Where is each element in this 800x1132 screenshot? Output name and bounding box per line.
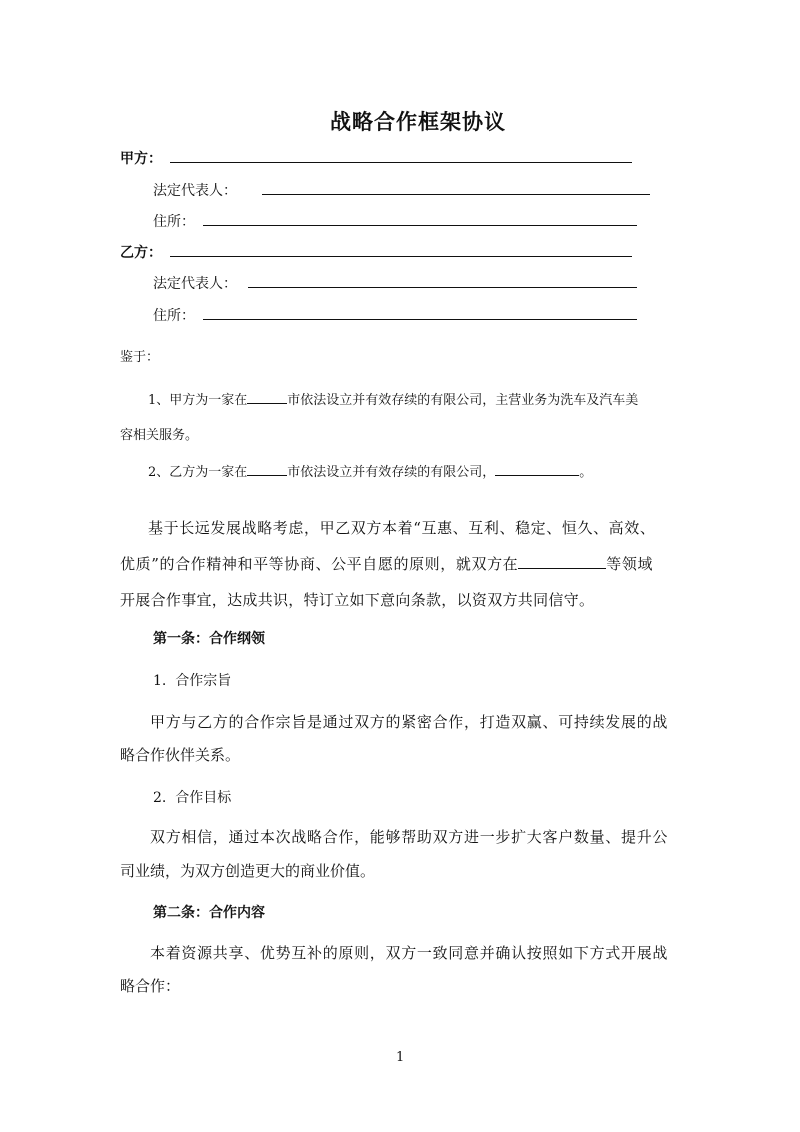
- article-1-sub-1: 1. 合作宗旨: [153, 673, 232, 689]
- whereas-item-1: [148, 389, 638, 408]
- whereas-item-2-mid: 市依法设立并有效存续的有限公司，: [287, 465, 496, 480]
- article-1-heading: 第一条：合作纲领: [153, 631, 265, 647]
- whereas-item-2-prefix: 2、乙方为一家在: [148, 465, 248, 480]
- party-b-rep-label: 法定代表人：: [153, 276, 237, 292]
- whereas-item-1-prefix: 1、甲方为一家在: [148, 393, 248, 408]
- party-a-addr-label: 住所：: [153, 214, 195, 230]
- whereas-item-1-line-2: 容相关服务。: [120, 428, 199, 443]
- party-a-addr-line: [203, 225, 637, 226]
- intro-line-2: [120, 553, 653, 574]
- article-1-sub-2-line-1: 双方相信，通过本次战略合作，能够帮助双方进一步扩大客户数量、提升公: [150, 828, 669, 846]
- party-b-name-line: [170, 256, 632, 257]
- city-blank-1: [247, 391, 287, 404]
- whereas-item-2: [148, 461, 592, 480]
- article-1-sub-1-line-1: 甲方与乙方的合作宗旨是通过双方的紧密合作，打造双赢、可持续发展的战: [150, 713, 669, 731]
- party-b-addr-line: [203, 319, 637, 320]
- page-number: 1: [396, 1050, 405, 1065]
- whereas-item-2-end: 。: [579, 465, 593, 480]
- page-title: 战略合作框架协议: [330, 109, 506, 134]
- intro-line-3: 开展合作事宜，达成共识，特订立如下意向条款，以资双方共同信守。: [120, 591, 595, 609]
- intro-line-1: 基于长远发展战略考虑，甲乙双方本着“互惠、互利、稳定、恒久、高效、: [148, 519, 656, 537]
- article-1-sub-2: 2. 合作目标: [153, 790, 232, 806]
- intro-line-2-prefix: 优质”的合作精神和平等协商、公平自愿的原则，就双方在: [120, 555, 519, 573]
- party-a-rep-line: [262, 194, 650, 195]
- intro-line-2-suffix: 等领域: [606, 555, 654, 573]
- article-2-heading: 第二条：合作内容: [153, 905, 265, 921]
- city-blank-2: [247, 463, 287, 476]
- party-a-rep-label: 法定代表人：: [153, 183, 237, 199]
- article-2-line-2: 略合作：: [120, 977, 181, 995]
- business-blank: [495, 463, 579, 476]
- party-b-addr-label: 住所：: [153, 308, 195, 324]
- party-a-label: 甲方：: [120, 151, 162, 167]
- party-b-rep-line: [248, 287, 637, 288]
- party-a-name-line: [170, 162, 632, 163]
- whereas-label: 鉴于：: [120, 350, 160, 365]
- article-1-sub-2-line-2: 司业绩，为双方创造更大的商业价值。: [120, 862, 376, 880]
- article-1-sub-1-line-2: 略合作伙伴关系。: [120, 746, 241, 764]
- field-blank: [518, 556, 606, 569]
- whereas-item-1-suffix: 市依法设立并有效存续的有限公司，主营业务为洗车及汽车美: [287, 393, 639, 408]
- article-2-line-1: 本着资源共享、优势互补的原则，双方一致同意并确认按照如下方式开展战: [150, 944, 669, 962]
- party-b-label: 乙方：: [120, 245, 162, 261]
